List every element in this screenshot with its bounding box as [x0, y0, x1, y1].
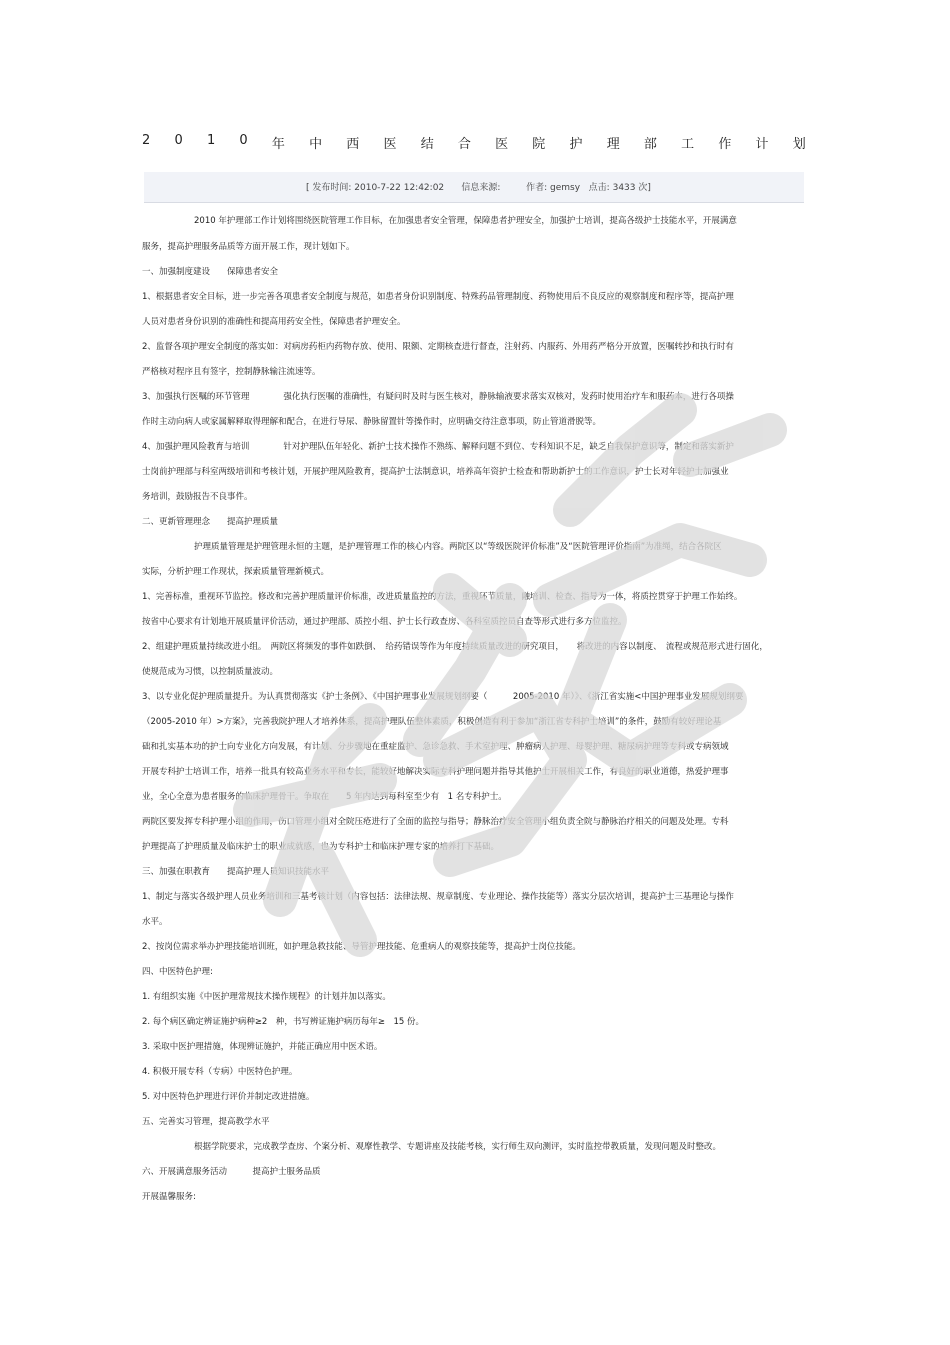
body-line: 础和扎实基本功的护士向专业化方向发展，有计划、分步骤地在重症监护、急诊急救、手术室护理、肿瘤病人护理、母婴护理、糖尿病护理等专科或专病领域	[142, 742, 729, 752]
meta-source-label: 信息来源:	[461, 183, 501, 193]
body-line: 六、开展满意服务活动 提高护士服务品质	[142, 1167, 321, 1177]
body-line: 作时主动向病人或家属解释取得理解和配合，在进行导尿、静脉留置针等操作时，应明确交待注意事项，防止管道滑脱等。	[142, 417, 602, 427]
body-line: 一、加强制度建设 保障患者安全	[142, 267, 279, 277]
body-line: 护理提高了护理质量及临床护士的职业成就感，也为专科护士和临床护理专家的培养打下基础。	[142, 842, 500, 852]
body-line: 实际，分析护理工作现状，探索质量管理新模式。	[142, 567, 330, 577]
body-line: 3. 采取中医护理措施，体现辨证施护，并能正确应用中医术语。	[142, 1042, 383, 1052]
body-line: 5. 对中医特色护理进行评价并制定改进措施。	[142, 1092, 315, 1102]
title-char: 西	[346, 137, 360, 152]
body-line: 2、按岗位需求举办护理技能培训班，如护理急救技能、导管护理技能、危重病人的观察技能等，提高护士岗位技能。	[142, 942, 581, 952]
body-line: 二、更新管理理念 提高护理质量	[142, 517, 279, 527]
body-line: 2、监督各项护理安全制度的落实如：对病房药柜内药物存放、使用、限额、定期核查进行督查，注射药、内服药、外用药严格分开放置，医嘱转抄和执行时有	[142, 342, 734, 352]
title-char: 部	[643, 137, 657, 152]
body-line: 服务，提高护理服务品质等方面开展工作，现计划如下。	[142, 242, 355, 252]
body-line: 4、加强护理风险教育与培训 针对护理队伍年轻化、新护士技术操作不熟练、解释问题不到位、专科知识不足，缺乏自我保护意识等，制定和落实新护	[142, 442, 734, 452]
meta-author-label: 作者:	[526, 183, 548, 193]
body-line: 1、根据患者安全目标，进一步完善各项患者安全制度与规范，如患者身份识别制度、特殊药品管理制度、药物使用后不良反应的观察制度和程序等，提高护理	[142, 292, 734, 302]
body-line: 2、组建护理质量持续改进小组。 两院区将频发的事件如跌倒、 给药错误等作为年度持续质量改进的研究项目， 将改进的内容以制度、 流程或规范形式进行固化，	[142, 642, 768, 652]
meta-clicks-label: 点击:	[588, 183, 610, 193]
meta-open: [ 发布时间:	[306, 183, 352, 193]
body-line: 1、制定与落实各级护理人员业务培训和三基考核计划（内容包括：法律法规、规章制度、专业理论、操作技能等）落实分层次培训，提高护士三基理论与操作	[142, 892, 734, 902]
body-line: 人员对患者身份识别的准确性和提高用药安全性，保障患者护理安全。	[142, 317, 406, 327]
body-line: 4. 积极开展专科（专病）中医特色护理。	[142, 1067, 298, 1077]
body-line: 三、加强在职教育 提高护理人员知识技能水平	[142, 867, 330, 877]
title-char: 医	[383, 137, 397, 152]
meta-date: 2010-7-22 12:42:02	[354, 183, 445, 193]
title-char: 护	[569, 137, 583, 152]
body-line: 2. 每个病区确定辨证施护病种≥2 种，书写辨证施护病历每年≥ 15 份。	[142, 1017, 424, 1027]
body-line: 水平。	[142, 917, 168, 927]
title-char: 医	[495, 137, 509, 152]
body-line: 五、完善实习管理，提高教学水平	[142, 1117, 270, 1127]
body-line: 开展温馨服务:	[142, 1192, 196, 1202]
title-char: 年	[271, 137, 285, 152]
title-char: 计	[755, 137, 769, 152]
body-line: 两院区要发挥专科护理小组的作用，伤口管理小组对全院压疮进行了全面的监控与指导；静脉治疗安全管理小组负责全院与静脉治疗相关的问题及处理。专科	[142, 817, 729, 827]
title-char: 结	[420, 137, 434, 152]
title-char: 2	[142, 133, 151, 148]
title-char: 院	[532, 137, 546, 152]
title-char: 1	[206, 133, 216, 148]
title-char: 划	[792, 137, 806, 152]
title-char: 理	[606, 137, 620, 152]
title-char: 合	[457, 137, 471, 152]
body-line: 1、完善标准，重视环节监控。修改和完善护理质量评价标准，改进质量监控的方法，重视环节质量，融培训、检查、指导为一体，将质控贯穿于护理工作始终。	[142, 592, 743, 602]
meta-author: gemsy	[550, 183, 581, 193]
title-char: 工	[681, 137, 695, 152]
body-line: 开展专科护士培训工作，培养一批具有较高业务水平和专长，能较好地解决实际专科护理问题并指导其他护士开展相关工作，有良好的职业道德，热爱护理事	[142, 767, 729, 777]
title-char: 中	[309, 137, 323, 152]
body-line: 2010 年护理部工作计划将围绕医院管理工作目标，在加强患者安全管理，保障患者护理安全，加强护士培训，提高各级护士技能水平，开展满意	[194, 216, 737, 226]
body-line: 3、加强执行医嘱的环节管理 强化执行医嘱的准确性，有疑问时及时与医生核对，静脉输液要求落实双核对，发药时使用治疗车和服药本，进行各项操	[142, 392, 734, 402]
title-char: 0	[239, 133, 248, 148]
body-line: 根据学院要求，完成教学查房、个案分析、观摩性教学、专题讲座及技能考核，实行师生双向测评，实时监控带教质量，发现问题及时整改。	[194, 1142, 722, 1152]
body-line: 业，全心全意为患者服务的临床护理骨干。争取在 5 年内达到每科室至少有 1 名专科护士。	[142, 792, 507, 802]
title-char: 作	[718, 137, 732, 152]
body-line: 护理质量管理是护理管理永恒的主题，是护理管理工作的核心内容。两院区以“等级医院评价标准”及“医院管理评价指南”为准绳，结合各院区	[194, 542, 722, 552]
body-line: 3、以专业化促护理质量提升。为认真贯彻落实《护士条例》、《中国护理事业发展规划纲要（ 2005-2010 年）》、《浙江省实施<中国护理事业发展规划纲要	[142, 692, 744, 702]
body-line: 务培训，鼓励报告不良事件。	[142, 492, 253, 502]
body-line: 1. 有组织实施《中医护理常规技术操作规程》的计划并加以落实。	[142, 992, 391, 1002]
title-char: 0	[174, 133, 183, 148]
body-line: 四、中医特色护理:	[142, 967, 213, 977]
meta-clicks: 3433 次]	[612, 183, 651, 193]
meta-info	[306, 180, 651, 193]
page-title	[142, 133, 806, 152]
body-line: 严格核对程序且有签字，控制静脉输注流速等。	[142, 367, 321, 377]
body-line: 士岗前护理部与科室两级培训和考核计划，开展护理风险教育，提高护士法制意识，培养高年资护士检查和帮助新护士的工作意识，护士长对年轻护士加强业	[142, 467, 729, 477]
body-line: （2005-2010 年）>方案》，完善我院护理人才培养体系，提高护理队伍整体素质，积极创造有利于参加“浙江省专科护士培训”的条件，鼓励有较好理论基	[142, 717, 722, 727]
body-line: 使规范成为习惯，以控制质量波动。	[142, 667, 279, 677]
body-line: 按省中心要求有计划地开展质量评价活动，通过护理部、质控小组、护士长行政查房、各科室质控员自查等形式进行多方位监控。	[142, 617, 627, 627]
